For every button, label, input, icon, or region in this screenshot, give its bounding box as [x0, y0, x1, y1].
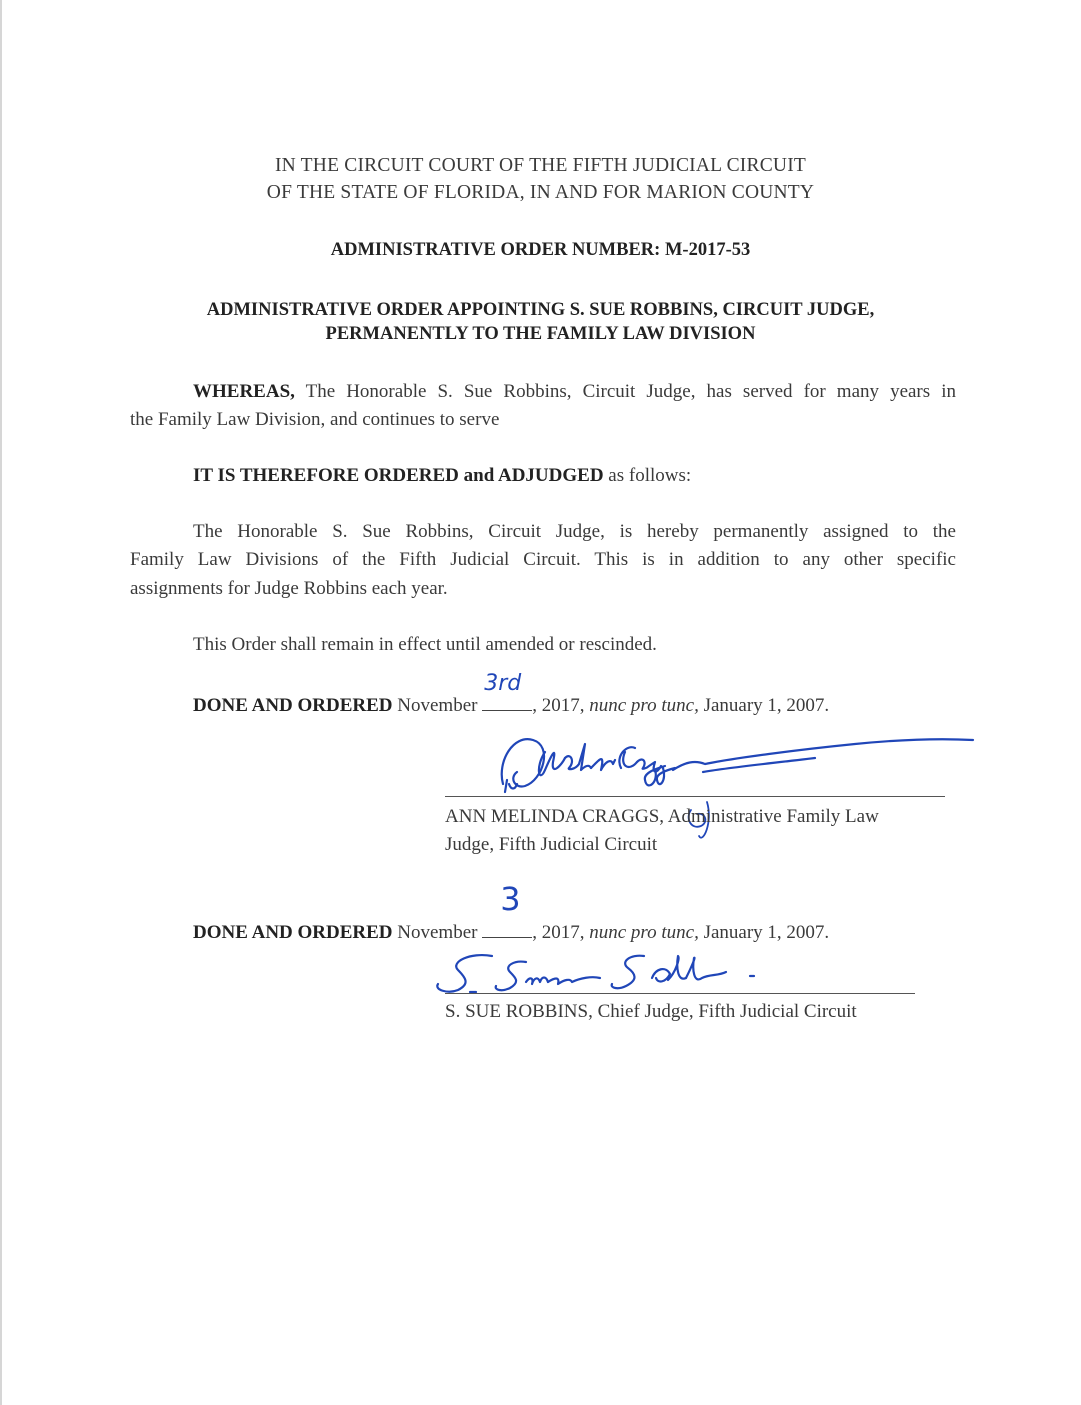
- done-ordered-2: [193, 880, 830, 945]
- date-rest-1: January 1, 2007.: [698, 695, 830, 716]
- whereas-text: The Honorable S. Sue Robbins, Circuit Judge, has served for many years in: [294, 381, 956, 402]
- day-blank-1: [482, 671, 532, 711]
- signer-1-line2: Judge, Fifth Judicial Circuit: [445, 834, 658, 855]
- ordered-lead: IT IS THEREFORE ORDERED and ADJUDGED: [193, 465, 604, 486]
- assignment-line3: assignments for Judge Robbins each year.: [130, 578, 448, 599]
- day-handwritten-2: 3: [500, 880, 521, 918]
- whereas-line2: the Family Law Division, and continues to serve: [130, 409, 500, 430]
- robbins-signature: [430, 948, 830, 1008]
- nunc-pro-tunc-2: nunc pro tunc,: [589, 922, 699, 943]
- signer-1-line1: ANN MELINDA CRAGGS, Administrative Family Law: [445, 806, 879, 827]
- effect-statement: This Order shall remain in effect until amended or rescinded.: [193, 634, 657, 655]
- month-2: November: [392, 922, 483, 943]
- order-title-line2: PERMANENTLY TO THE FAMILY LAW DIVISION: [325, 324, 756, 344]
- date-rest-2: January 1, 2007.: [698, 922, 830, 943]
- ordered-clause: [193, 464, 691, 488]
- month-1: November: [392, 695, 483, 716]
- assignment-line2: Family Law Divisions of the Fifth Judicial Circuit. This is in addition to any other specific: [130, 549, 956, 570]
- assignment-line1: The Honorable S. Sue Robbins, Circuit Judge, is hereby permanently assigned to the: [193, 521, 956, 542]
- ordered-rest: as follows:: [603, 465, 692, 486]
- done-label-2: DONE AND ORDERED: [193, 922, 393, 943]
- signature-line-1: [445, 796, 945, 797]
- signature-line-2: [445, 993, 915, 994]
- order-number: ADMINISTRATIVE ORDER NUMBER: M-2017-53: [330, 240, 751, 260]
- whereas-lead: WHEREAS,: [193, 381, 295, 402]
- court-caption-line1: IN THE CIRCUIT COURT OF THE FIFTH JUDICIAL CIRCUIT: [274, 155, 806, 176]
- order-title-line1: ADMINISTRATIVE ORDER APPOINTING S. SUE ROBBINS, CIRCUIT JUDGE,: [206, 300, 875, 320]
- day-blank-2: [482, 880, 532, 938]
- day-handwritten-1: 3rd: [484, 671, 522, 696]
- scan-edge: [0, 0, 2, 1405]
- done-ordered-1: [193, 671, 830, 718]
- court-caption-line2: OF THE STATE OF FLORIDA, IN AND FOR MARION COUNTY: [266, 182, 815, 203]
- signer-2-line1: S. SUE ROBBINS, Chief Judge, Fifth Judicial Circuit: [445, 1001, 857, 1022]
- year-2: , 2017,: [532, 922, 590, 943]
- done-label-1: DONE AND ORDERED: [193, 695, 393, 716]
- whereas-line1: [193, 380, 956, 404]
- year-1: , 2017,: [532, 695, 590, 716]
- nunc-pro-tunc-1: nunc pro tunc,: [589, 695, 699, 716]
